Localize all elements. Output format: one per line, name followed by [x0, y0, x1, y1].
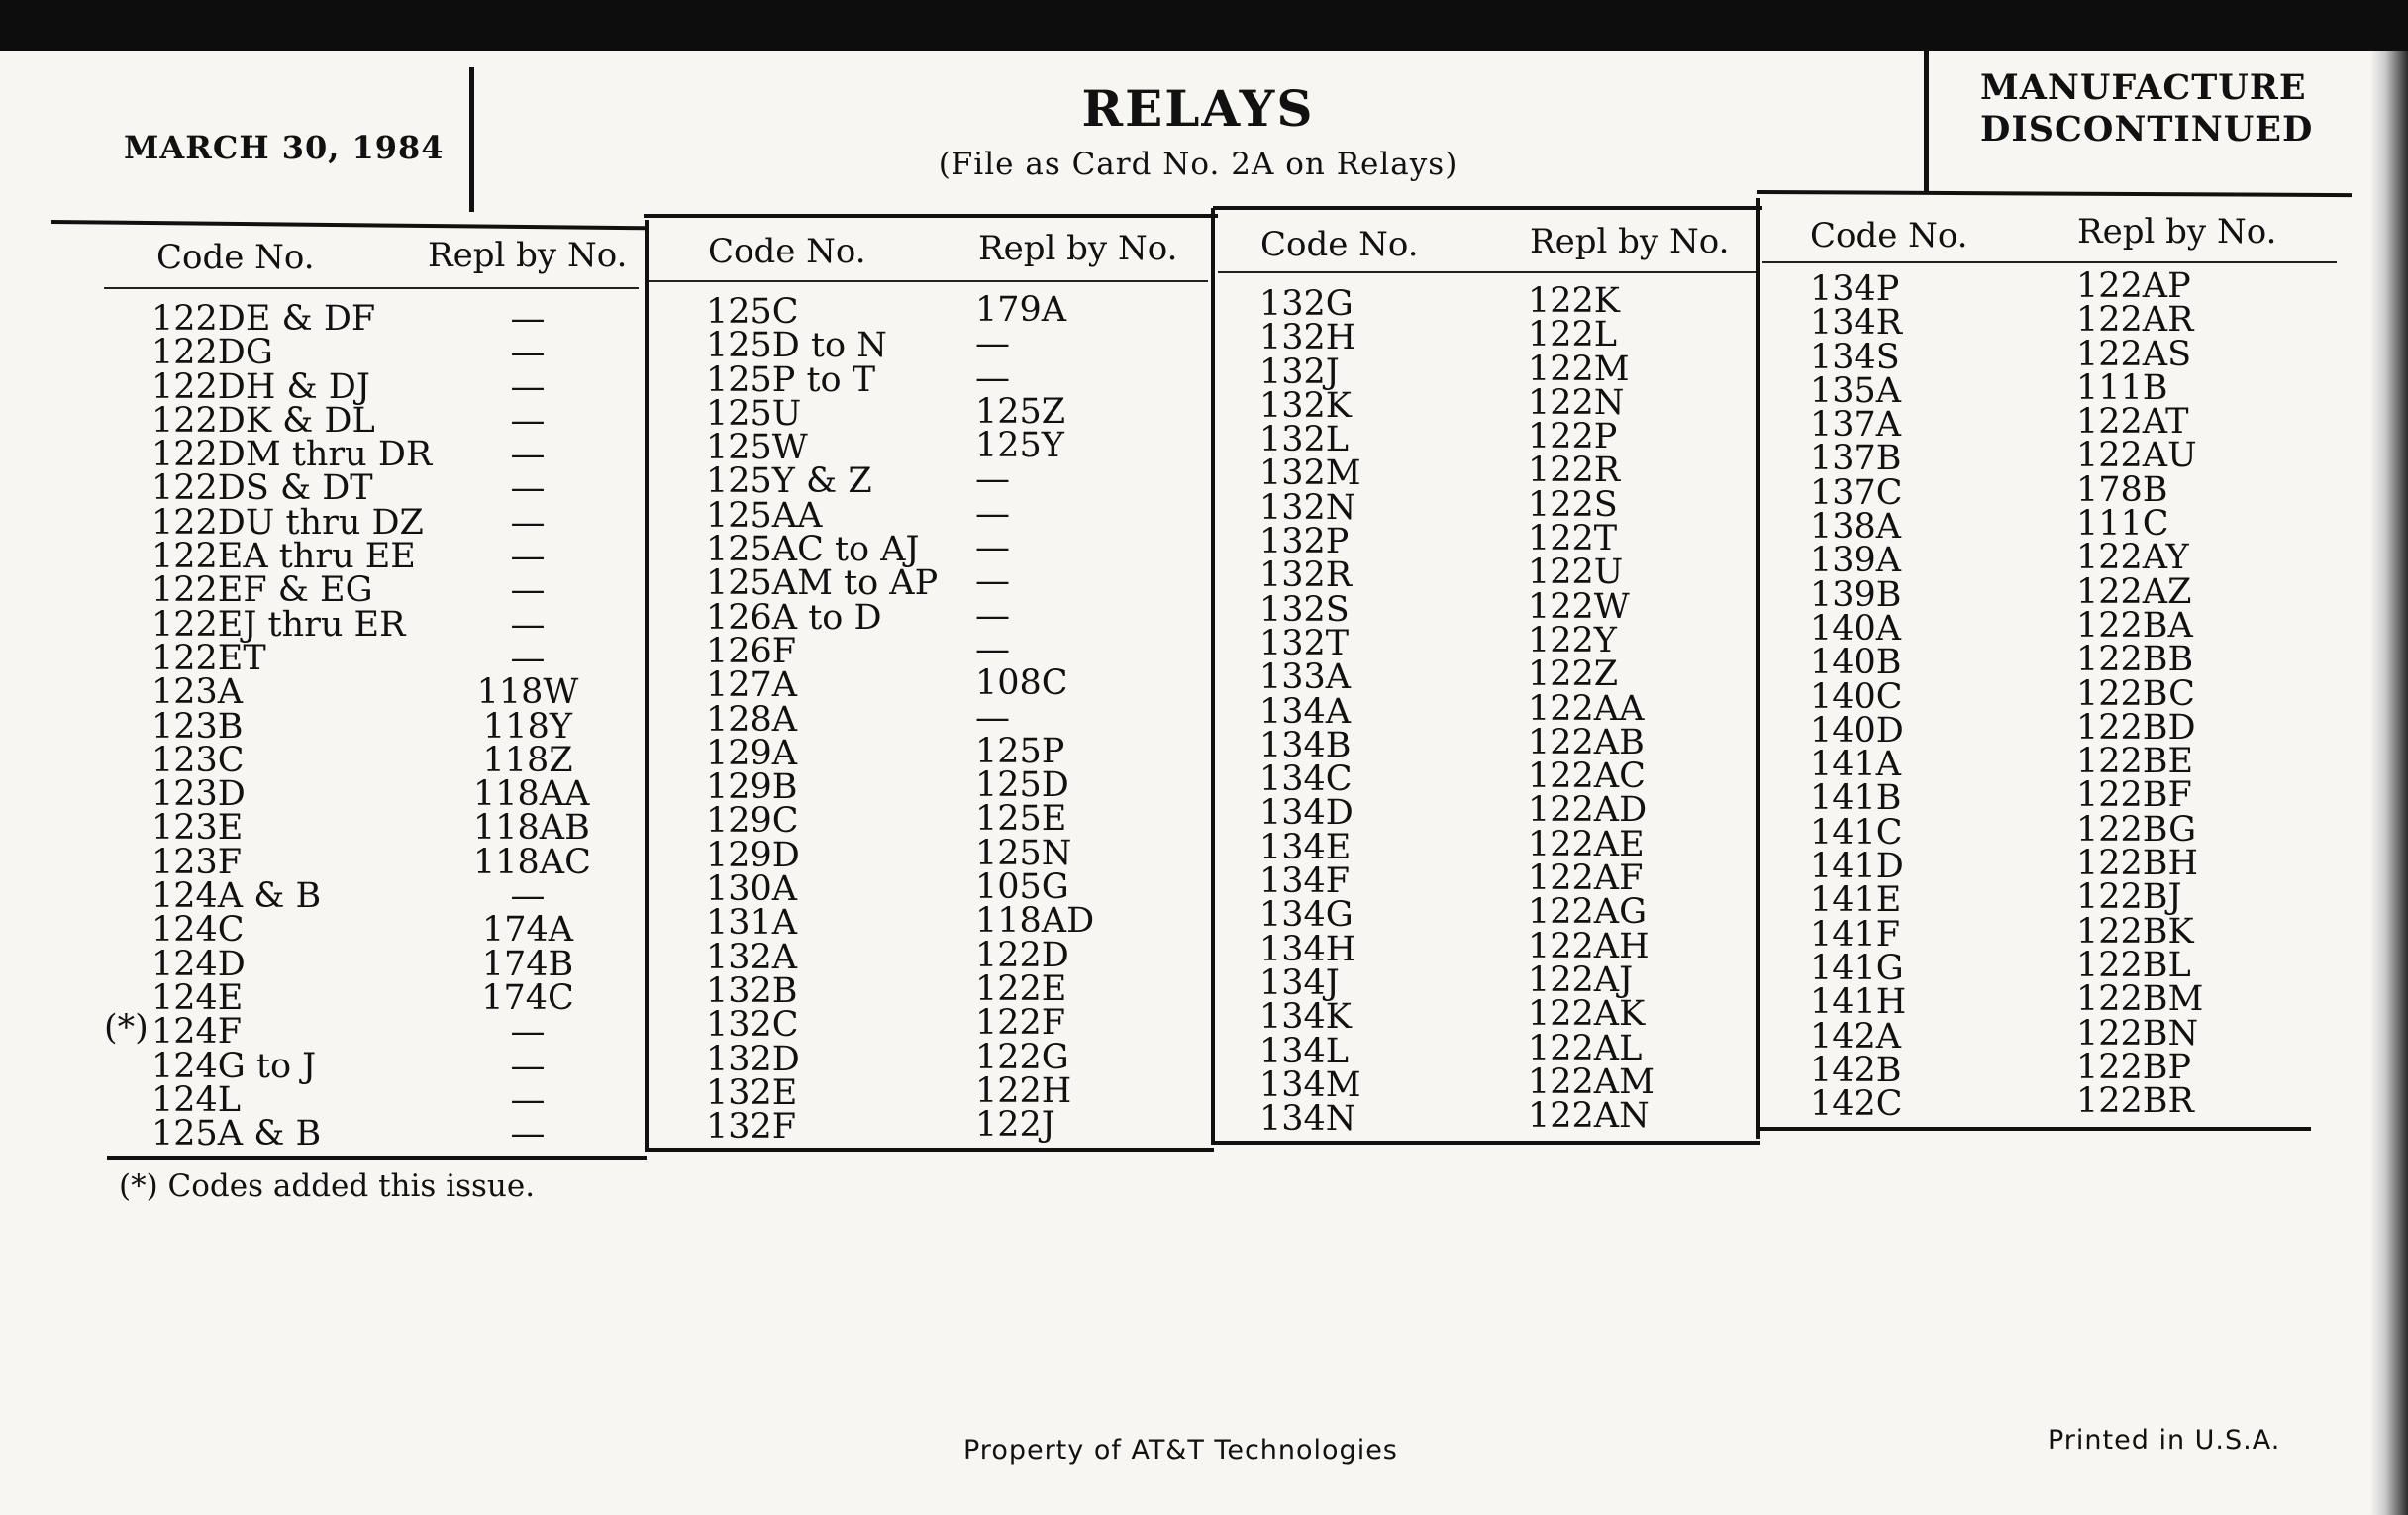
repl-header-col4: Repl by No.: [2077, 212, 2277, 252]
code-header-col1: Code No.: [156, 238, 315, 277]
repl-cell: 122BH: [2076, 844, 2199, 884]
repl-cell: 122U: [1528, 553, 1624, 593]
repl-cell: —: [975, 493, 1010, 534]
repl-cell: —: [510, 876, 546, 917]
code-cell: 123D: [151, 774, 246, 815]
page-subtitle: (File as Card No. 2A on Relays): [938, 147, 1458, 182]
code-cell: 131A: [706, 903, 798, 944]
code-cell: 137A: [1810, 405, 1902, 446]
status-line-1: MANUFACTURE: [1980, 67, 2307, 108]
table-bottom-rule-3: [1211, 1141, 1760, 1145]
repl-column-4: [2076, 266, 2204, 1122]
table-bottom-rule-1: [107, 1156, 647, 1160]
repl-cell: 122AC: [1528, 757, 1646, 797]
repl-cell: 108C: [975, 663, 1068, 704]
code-cell: 132T: [1259, 623, 1350, 663]
repl-cell: 122AP: [2076, 266, 2191, 306]
code-cell: 132G: [1259, 284, 1354, 324]
repl-cell: 118Z: [482, 740, 573, 780]
code-cell: 139B: [1810, 574, 1902, 615]
code-cell: 141F: [1810, 914, 1901, 955]
code-column-4: [1810, 269, 1907, 1125]
repl-cell: 105G: [975, 867, 1069, 908]
repl-cell: —: [510, 604, 546, 645]
code-cell: 122DH & DJ: [151, 366, 370, 407]
repl-cell: —: [975, 324, 1010, 364]
code-cell: 132L: [1259, 420, 1350, 460]
status-line-2: DISCONTINUED: [1980, 109, 2314, 150]
code-cell: 126F: [706, 631, 797, 671]
code-cell: 134G: [1259, 895, 1354, 936]
code-cell: 125Y & Z: [706, 461, 872, 502]
code-cell: 141B: [1810, 778, 1902, 819]
repl-cell: 122BJ: [2076, 877, 2182, 918]
repl-cell: 174A: [481, 910, 574, 951]
code-cell: 125W: [706, 428, 808, 468]
code-cell: 135A: [1810, 370, 1902, 411]
repl-cell: 122BE: [2076, 742, 2194, 782]
column-divider-2: [1211, 208, 1215, 1145]
code-cell: 140B: [1810, 643, 1902, 683]
code-cell: 134K: [1259, 997, 1352, 1038]
repl-cell: 122N: [1528, 382, 1625, 423]
repl-column-2: [975, 290, 1095, 1146]
code-cell: 134M: [1259, 1064, 1361, 1105]
repl-cell: 125N: [975, 833, 1072, 873]
code-cell: 141E: [1810, 880, 1902, 921]
code-cell: 129C: [706, 801, 799, 842]
code-cell: 134H: [1259, 929, 1356, 969]
code-cell: 132A: [706, 937, 798, 977]
repl-cell: 122E: [975, 968, 1067, 1009]
code-column-3: [1259, 284, 1361, 1140]
repl-cell: 122AT: [2076, 402, 2189, 443]
header-divider-left: [469, 67, 474, 212]
status-label: [1980, 67, 2313, 151]
code-cell: 134J: [1259, 962, 1340, 1003]
code-cell: 132P: [1259, 522, 1350, 562]
repl-cell: —: [510, 468, 546, 509]
repl-cell: 122BL: [2076, 945, 2191, 985]
repl-cell: 122Y: [1528, 620, 1617, 660]
code-cell: 124F: [151, 1012, 243, 1053]
code-cell: 129A: [706, 733, 798, 773]
repl-column-3: [1528, 281, 1655, 1137]
repl-cell: 122Z: [1528, 655, 1619, 695]
code-cell: 122DE & DF: [151, 299, 376, 339]
code-header-col3: Code No.: [1260, 225, 1419, 264]
repl-cell: 122L: [1528, 315, 1618, 355]
repl-cell: 122BC: [2076, 673, 2195, 714]
repl-cell: —: [510, 502, 546, 543]
code-cell: 134R: [1810, 303, 1903, 344]
code-cell: 141D: [1810, 847, 1904, 887]
repl-cell: 122D: [975, 935, 1069, 975]
repl-header-col3: Repl by No.: [1530, 222, 1730, 261]
code-cell: 132D: [706, 1039, 800, 1079]
header-underline-3: [1218, 271, 1757, 273]
code-cell: 123E: [151, 808, 244, 849]
repl-cell: 118Y: [483, 706, 572, 747]
repl-cell: 122S: [1528, 484, 1618, 525]
repl-header-col1: Repl by No.: [428, 236, 628, 275]
repl-cell: 122AL: [1528, 1028, 1643, 1068]
repl-cell: 122W: [1528, 586, 1630, 627]
repl-cell: 122M: [1528, 349, 1630, 389]
code-cell: 122DS & DT: [151, 468, 373, 509]
repl-cell: 118AA: [473, 774, 590, 815]
code-cell: 122DG: [151, 333, 273, 373]
repl-cell: 122AY: [2076, 538, 2189, 578]
repl-cell: 122BD: [2076, 707, 2196, 748]
repl-cell: 111B: [2076, 367, 2168, 408]
table-top-rule-3: [1213, 206, 1762, 210]
repl-cell: 179A: [975, 290, 1067, 330]
page-title: RELAYS: [1081, 79, 1315, 138]
code-cell: 129B: [706, 767, 798, 808]
code-cell: 134N: [1259, 1099, 1356, 1140]
repl-cell: 125D: [975, 765, 1069, 806]
code-cell: 138A: [1810, 507, 1902, 548]
code-cell: 134L: [1259, 1031, 1350, 1071]
footnote: (*) Codes added this issue.: [119, 1168, 536, 1204]
repl-cell: —: [975, 561, 1010, 602]
code-cell: 134P: [1810, 269, 1900, 309]
code-cell: 134S: [1810, 337, 1900, 377]
code-cell: 140C: [1810, 676, 1903, 717]
code-cell: 123B: [151, 706, 244, 747]
repl-cell: 122BG: [2076, 809, 2197, 850]
repl-cell: 122G: [975, 1037, 1069, 1077]
code-cell: 141G: [1810, 948, 1904, 988]
repl-cell: —: [510, 400, 546, 441]
code-cell: 139A: [1810, 541, 1902, 581]
repl-cell: 122AF: [1528, 858, 1644, 899]
repl-cell: 122BR: [2076, 1081, 2194, 1122]
repl-cell: 122AD: [1528, 790, 1648, 831]
repl-cell: —: [510, 366, 546, 407]
column-divider-1: [645, 220, 649, 1151]
code-cell: 132F: [706, 1107, 797, 1148]
issue-date: MARCH 30, 1984: [124, 129, 445, 166]
code-cell: 140A: [1810, 608, 1902, 649]
code-cell: 132M: [1259, 454, 1361, 494]
code-cell: 130A: [706, 869, 798, 910]
code-cell: 122ET: [151, 638, 266, 678]
code-cell: 129D: [706, 835, 800, 875]
repl-column-1: [473, 299, 591, 1155]
code-cell: 141C: [1810, 812, 1903, 853]
repl-cell: —: [975, 459, 1010, 500]
repl-cell: 122P: [1528, 417, 1618, 457]
repl-cell: —: [510, 435, 546, 475]
repl-cell: 122BK: [2076, 911, 2194, 952]
repl-cell: 122R: [1528, 451, 1621, 491]
table-bottom-rule-4: [1756, 1127, 2311, 1131]
repl-cell: 111C: [2076, 504, 2169, 545]
code-cell: 124C: [151, 910, 245, 951]
repl-cell: —: [975, 595, 1010, 636]
repl-cell: 122AM: [1528, 1061, 1655, 1102]
code-cell: 125A & B: [151, 1114, 322, 1155]
code-cell: 132H: [1259, 318, 1356, 358]
code-cell: 124D: [151, 944, 246, 984]
code-cell: 132B: [706, 970, 798, 1011]
code-column-2: [706, 292, 939, 1148]
property-notice: Property of AT&T Technologies: [963, 1435, 1398, 1465]
code-cell: 122DM thru DR: [151, 435, 433, 475]
code-cell: 125D to N: [706, 326, 887, 366]
code-cell: 122EF & EG: [151, 570, 373, 611]
code-cell: 122DU thru DZ: [151, 502, 424, 543]
repl-cell: 174B: [481, 944, 574, 984]
code-cell: 132R: [1259, 556, 1353, 596]
header-underline-2: [649, 280, 1208, 282]
code-cell: 141H: [1810, 982, 1907, 1023]
repl-cell: 118W: [476, 672, 579, 713]
code-cell: 127A: [706, 665, 798, 706]
code-cell: 134E: [1259, 827, 1352, 867]
repl-cell: —: [975, 697, 1010, 738]
repl-cell: 125E: [975, 799, 1067, 840]
code-cell: 142C: [1810, 1084, 1903, 1125]
repl-cell: 118AD: [975, 901, 1095, 942]
repl-cell: 122AZ: [2076, 571, 2192, 612]
code-cell: 137B: [1810, 439, 1902, 479]
code-cell: 125P to T: [706, 359, 876, 400]
repl-cell: 125P: [975, 731, 1065, 771]
code-cell: 122DK & DL: [151, 400, 375, 441]
code-cell: 142B: [1810, 1050, 1902, 1090]
repl-cell: 122BF: [2076, 775, 2192, 816]
repl-cell: 122AG: [1528, 892, 1648, 933]
repl-cell: 122BB: [2076, 640, 2194, 680]
code-header-col2: Code No.: [708, 232, 866, 271]
repl-cell: 122H: [975, 1070, 1072, 1111]
code-cell: 141A: [1810, 745, 1902, 785]
column-divider-3: [1756, 198, 1760, 1139]
repl-cell: 122AJ: [1528, 960, 1634, 1000]
repl-cell: 122BP: [2076, 1047, 2192, 1087]
code-cell: 132J: [1259, 352, 1340, 392]
code-cell: 125U: [706, 393, 802, 434]
repl-cell: —: [510, 299, 546, 339]
repl-cell: 122BA: [2076, 605, 2193, 646]
repl-cell: 122AA: [1528, 688, 1645, 729]
code-cell: 132K: [1259, 385, 1352, 426]
repl-header-col2: Repl by No.: [978, 229, 1178, 268]
repl-cell: 174C: [481, 977, 574, 1018]
repl-cell: —: [510, 537, 546, 577]
repl-cell: 122J: [975, 1105, 1055, 1146]
repl-cell: —: [510, 638, 546, 678]
code-cell: 124G to J: [151, 1046, 317, 1086]
repl-cell: 118AB: [473, 808, 590, 849]
code-cell: 134F: [1259, 861, 1351, 902]
code-cell: 137C: [1810, 472, 1903, 513]
code-cell: 124E: [151, 977, 244, 1018]
code-cell: 132C: [706, 1005, 799, 1046]
code-cell: 123F: [151, 842, 243, 882]
code-cell: 134A: [1259, 691, 1352, 732]
code-cell: 134B: [1259, 725, 1352, 765]
code-cell: 133A: [1259, 657, 1352, 698]
code-cell: 125AC to AJ: [706, 530, 920, 570]
added-code-marker: (*): [104, 1008, 149, 1048]
code-cell: 125AM to AP: [706, 563, 939, 604]
code-cell: 128A: [706, 699, 798, 740]
header-underline-4: [1762, 261, 2337, 263]
repl-cell: 125Z: [975, 391, 1066, 432]
repl-cell: 122F: [975, 1003, 1066, 1044]
printed-notice: Printed in U.S.A.: [2048, 1425, 2281, 1456]
code-cell: 142A: [1810, 1016, 1902, 1057]
repl-cell: 122K: [1528, 281, 1620, 321]
header-underline-1: [104, 287, 639, 289]
repl-cell: —: [510, 1114, 546, 1155]
repl-cell: 122AE: [1528, 824, 1645, 864]
repl-cell: 122AR: [2076, 300, 2194, 341]
code-cell: 124A & B: [151, 876, 322, 917]
repl-cell: 122AH: [1528, 926, 1650, 966]
repl-cell: —: [975, 357, 1010, 398]
table-bottom-rule-2: [645, 1148, 1214, 1152]
repl-cell: 125Y: [975, 426, 1064, 466]
repl-cell: —: [510, 1079, 546, 1120]
code-cell: 123A: [151, 672, 244, 713]
repl-cell: —: [510, 1046, 546, 1086]
code-cell: 122EJ thru ER: [151, 604, 406, 645]
header-divider-right: [1924, 50, 1929, 194]
table-top-rule-2: [644, 214, 1218, 218]
repl-cell: —: [975, 528, 1010, 568]
code-cell: 125C: [706, 292, 799, 332]
code-cell: 134D: [1259, 793, 1354, 834]
repl-cell: 122AS: [2076, 334, 2192, 374]
repl-cell: —: [510, 570, 546, 611]
code-cell: 124L: [151, 1079, 242, 1120]
repl-cell: —: [510, 333, 546, 373]
code-header-col4: Code No.: [1810, 216, 1968, 255]
code-cell: 126A to D: [706, 597, 882, 638]
repl-cell: 122BM: [2076, 979, 2204, 1020]
code-cell: 132E: [706, 1072, 798, 1113]
code-cell: 125AA: [706, 495, 823, 536]
code-cell: 132N: [1259, 487, 1356, 528]
repl-cell: 122AK: [1528, 994, 1646, 1035]
code-cell: 134C: [1259, 759, 1353, 800]
code-cell: 123C: [151, 740, 245, 780]
code-cell: 140D: [1810, 710, 1904, 751]
code-column-1: [151, 299, 433, 1155]
repl-cell: 122AN: [1528, 1096, 1650, 1137]
repl-cell: —: [510, 1012, 546, 1053]
code-cell: 132S: [1259, 589, 1350, 630]
repl-cell: —: [975, 629, 1010, 669]
repl-cell: 122BN: [2076, 1013, 2199, 1054]
code-cell: 122EA thru EE: [151, 537, 416, 577]
repl-cell: 122AB: [1528, 722, 1645, 762]
repl-cell: 178B: [2076, 469, 2168, 510]
repl-cell: 122AU: [2076, 436, 2197, 476]
card-edge-shadow: [2370, 51, 2408, 1515]
repl-cell: 118AC: [473, 842, 591, 882]
repl-cell: 122T: [1528, 519, 1618, 559]
